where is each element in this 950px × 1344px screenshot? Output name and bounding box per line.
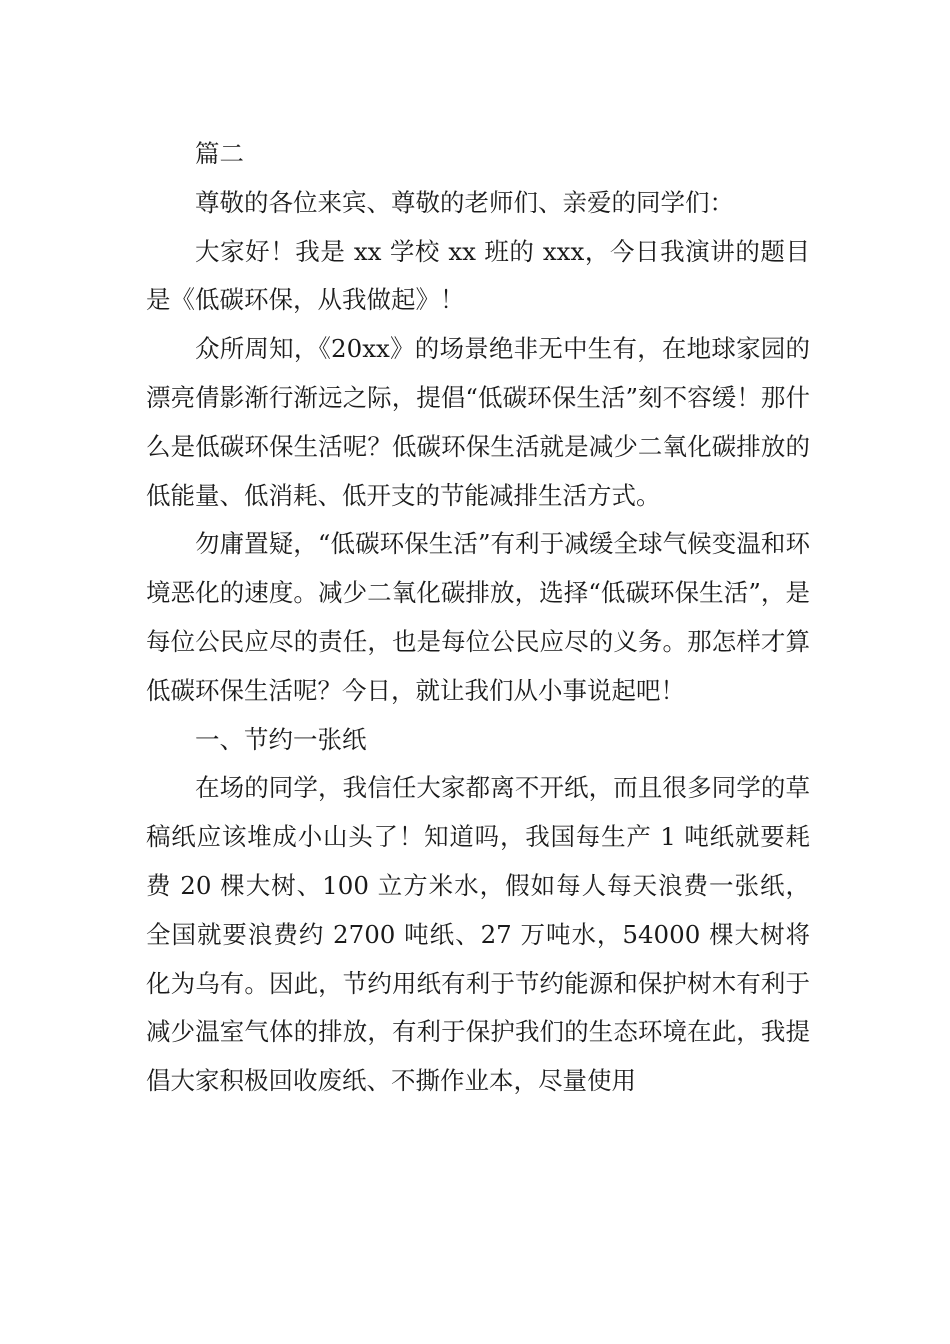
- paragraph-greeting: 大家好！我是 xx 学校 xx 班的 xxx，今日我演讲的题目是《低碳环保，从我做起》！: [146, 236, 810, 315]
- paragraph-save-paper: 在场的同学，我信任大家都离不开纸，而且很多同学的草稿纸应该堆成小山头了！知道吗，我国每生产 1 吨纸就要耗费 20 棵大树、100 立方米水，假如每人每天浪费一张纸，全国就要浪费约 2700 吨纸、27 万吨水，54000 棵大树将化为乌有。因此，节约用纸有利于节约能源和保护树木有利于减少温室气体的排放，有利于保护我们的生态环境在此，我提倡大家积极回收废纸、不撕作业本，尽量使用: [146, 773, 810, 1096]
- section-title: 篇二: [195, 139, 244, 168]
- paragraph-intro: 众所周知，《20xx》的场景绝非无中生有，在地球家园的漂亮倩影渐行渐远之际，提倡“低碳环保生活”刻不容缓！那什么是低碳环保生活呢？低碳环保生活就是减少二氧化碳排放的低能量、低消耗、低开支的节能减排生活方式。: [146, 334, 810, 510]
- salutation: 尊敬的各位来宾、尊敬的老师们、亲爱的同学们：: [195, 187, 734, 217]
- subheading-save-paper: 一、节约一张纸: [195, 724, 367, 754]
- document-page: [146, 130, 810, 1106]
- paragraph-responsibility: 勿庸置疑，“低碳环保生活”有利于减缓全球气候变温和环境恶化的速度。减少二氧化碳排放，选择“低碳环保生活”，是每位公民应尽的责任，也是每位公民应尽的义务。那怎样才算低碳环保生活呢？今日，就让我们从小事说起吧！: [146, 529, 810, 705]
